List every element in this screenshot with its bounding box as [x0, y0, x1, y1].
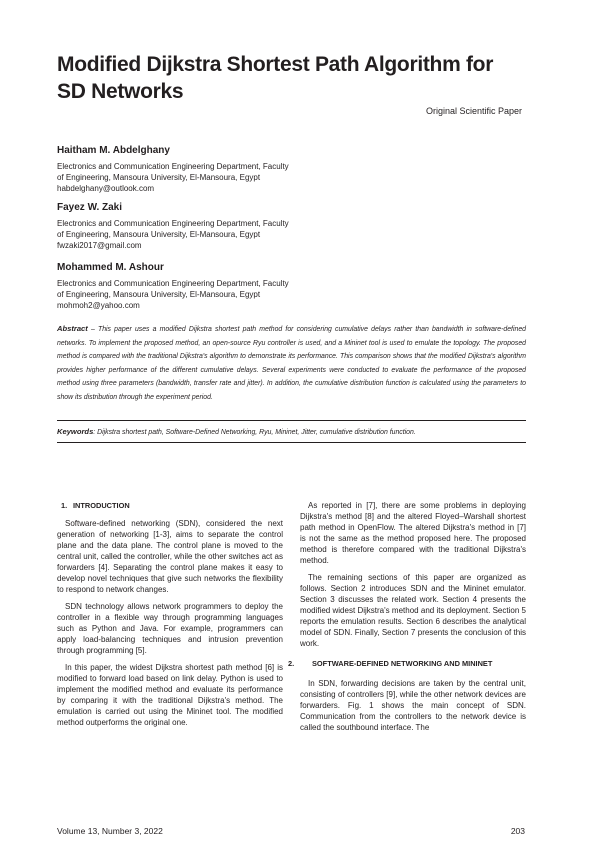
author-name: Mohammed M. Ashour: [57, 262, 164, 273]
paper-title: Modified Dijkstra Shortest Path Algorithm for SD Networks: [57, 53, 494, 103]
section-heading: 2. SOFTWARE-DEFINED NETWORKING AND MININET: [288, 659, 493, 668]
paragraph: SDN technology allows network programmers to deploy the controller in a flexible way through programming languages such as Python and Java. For example, programmers can apply load-balancing techniques and intrusion prevention through programming [5].: [57, 602, 283, 655]
author-name: Haitham M. Abdelghany: [57, 145, 170, 156]
author-name: Fayez W. Zaki: [57, 202, 123, 213]
paragraph: In this paper, the widest Dijkstra shortest path method [6] is modified to forward load based on link delay. Python is used to implement the modified method and evaluate its performance by comparing it with the traditional Dijkstra's method. The emulation is carried out using the Mininet tool. The modified method outperforms the original one.: [57, 663, 283, 727]
abstract-label: Abstract: [57, 324, 88, 333]
paper-type-label: Original Scientific Paper: [425, 106, 522, 116]
author-affiliation: of Engineering, Mansoura University, El-Mansoura, Egypt: [57, 230, 261, 239]
author-block: [57, 262, 289, 311]
paragraph: Software-defined networking (SDN), considered the next generation of networking [1-3], aims to separate the control plane and the data plane. The control plane is moved to the central unit, called the controller, while the other switches act as forwarders [4]. Separating the control plane makes it easy to develop novel techniques that give such networks the flexibility to respond to network changes.: [57, 519, 283, 594]
author-block: [57, 202, 289, 251]
abstract-text: – This paper uses a modified Dijkstra shortest path method for considering cumulative delays rather than bandwidth in software-defined networks. To implement the proposed method, an open-source Ryu controller is used, and a Mininet tool is used to emulate the topology. The proposed method is compared with the traditional Dijkstra's algorithm to demonstrate its performance. This comparison shows that the modified Dijkstra's algorithm provides higher performance of the different cumulative delays. Several experiments were conducted to evaluate the performance of the proposed method using three parameters (bandwidth, transfer rate and jitter). In addition, the cumulative distribution function is calculated using the parameters to show its distribution through the experiment period.: [57, 326, 526, 401]
page-number: 203: [510, 826, 525, 836]
author-email: fwzaki2017@gmail.com: [57, 241, 142, 250]
author-affiliation: Electronics and Communication Engineering Department, Faculty: [57, 162, 289, 171]
keywords-text: : Dijkstra shortest path, Software-Defined Networking, Ryu, Mininet, Jitter, cumulative distribution function.: [93, 429, 416, 436]
keywords-label: Keywords: [57, 427, 94, 436]
author-block: [57, 145, 289, 194]
paragraph: As reported in [7], there are some problems in deploying Dijkstra's method [8] and the altered Floyed–Warshall shortest path method in OpenFlow. The altered Dijkstra's method in [7] is not the same as the method proposed here. The proposed method is therefore compared with the traditional Dijkstra's method.: [300, 501, 526, 565]
author-affiliation: Electronics and Communication Engineering Department, Faculty: [57, 279, 289, 288]
author-email: habdelghany@outlook.com: [57, 184, 155, 193]
author-affiliation: Electronics and Communication Engineering Department, Faculty: [57, 219, 289, 228]
divider: [57, 442, 526, 443]
author-email: mohmoh2@yahoo.com: [57, 301, 140, 310]
keywords: [57, 427, 526, 436]
right-column: [288, 500, 526, 739]
author-affiliation: of Engineering, Mansoura University, El-Mansoura, Egypt: [57, 173, 261, 182]
abstract: [57, 322, 526, 405]
footer-volume: Volume 13, Number 3, 2022: [57, 826, 163, 836]
divider: [57, 420, 526, 421]
paragraph: The remaining sections of this paper are organized as follows. Section 2 introduces SDN and the Mininet emulator. Section 3 discusses the related work. Section 4 presents the modified widest Dijkstra's method and its deployment. Section 5 reports the emulation results. Section 6 describes the analytical model of SDN. Finally, Section 7 presents the conclusion of this work.: [300, 573, 526, 648]
paragraph: In SDN, forwarding decisions are taken by the central unit, consisting of controllers [9], while the other network devices are forwarders. Fig. 1 shows the main concept of SDN. Communication from the controllers to the network device is called the southbound interface. The: [300, 679, 526, 732]
left-column: [57, 500, 283, 734]
author-affiliation: of Engineering, Mansoura University, El-Mansoura, Egypt: [57, 290, 261, 299]
section-heading: 1. INTRODUCTION: [61, 501, 130, 510]
